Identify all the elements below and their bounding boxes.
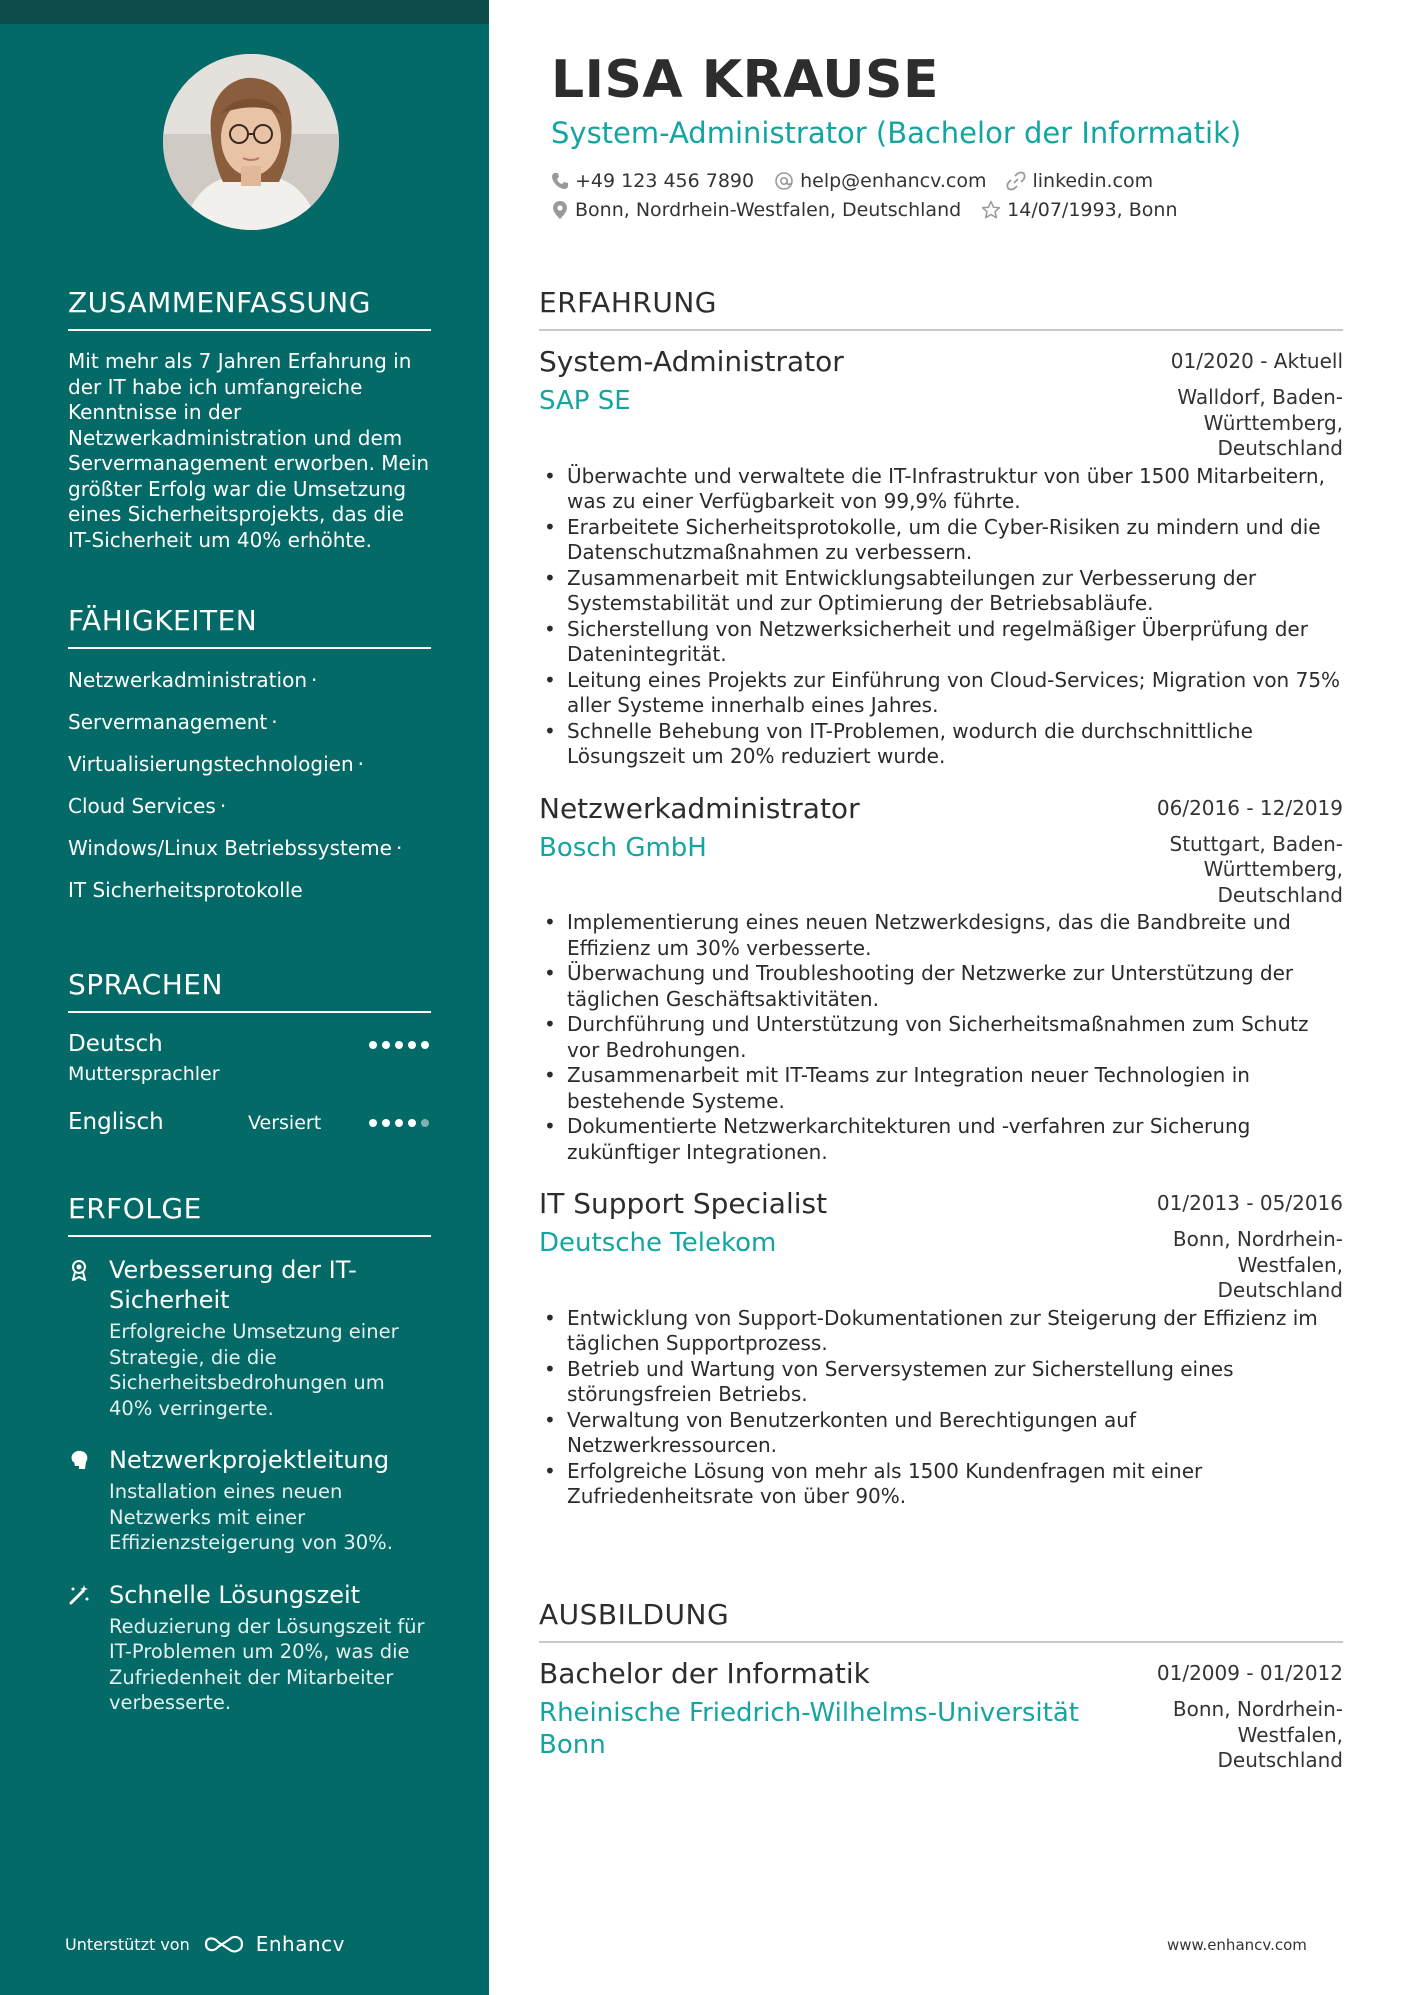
language-row xyxy=(68,1109,431,1179)
job-company: Bosch GmbH xyxy=(539,832,707,863)
phone-icon xyxy=(551,172,569,190)
summary-text: Mit mehr als 7 Jahren Erfahrung in der IT habe ich umfangreiche Kenntnisse in der Netzwerkadministration und dem Servermanagement erworben. Mein größter Erfolg war die Umsetzung eines Sicherheitsprojekts, das die IT-Sicherheit um 40% erhöhte. xyxy=(68,349,430,552)
skill-item: IT Sicherheitsprotokolle xyxy=(68,878,303,902)
powered-by xyxy=(65,1932,345,1956)
rating-dot xyxy=(421,1119,429,1127)
achievement-title: Verbesserung der IT-Sicherheit xyxy=(109,1256,357,1314)
skills-title: FÄHIGKEITEN xyxy=(68,604,431,649)
summary-title: ZUSAMMENFASSUNG xyxy=(68,286,431,331)
skill-item: Virtualisierungstechnologien · xyxy=(68,752,364,776)
job-bullets xyxy=(539,464,1343,770)
job-company: SAP SE xyxy=(539,386,631,416)
link-icon xyxy=(1006,171,1026,191)
achievement-item xyxy=(68,1445,431,1556)
experience-title: ERFAHRUNG xyxy=(539,286,1343,331)
bullet-item: • Zusammenarbeit mit IT-Teams zur Integration neuer Technologien in bestehende Systeme. xyxy=(539,1063,1343,1114)
education-location: Bonn, Nordrhein- Westfalen, Deutschland xyxy=(1172,1697,1343,1772)
avatar xyxy=(163,54,339,230)
bullet-item: • Implementierung eines neuen Netzwerkdesigns, das die Bandbreite und Effizienz um 30% verbesserte. xyxy=(539,910,1343,961)
education-entry xyxy=(539,1657,1343,1774)
rating-dot xyxy=(369,1119,377,1127)
bullet-item: • Schnelle Behebung von IT-Problemen, wodurch die durchschnittliche Lösungszeit um 20% reduziert wurde. xyxy=(539,719,1343,770)
skill-item: Netzwerkadministration · xyxy=(68,668,318,692)
rating-dot xyxy=(395,1119,403,1127)
rating-dot xyxy=(395,1041,403,1049)
linkedin-text: linkedin.com xyxy=(1032,170,1154,192)
bullet-item: • Betrieb und Wartung von Serversystemen zur Sicherstellung eines störungsfreien Betriebs. xyxy=(539,1357,1343,1408)
job-date: 01/2013 - 05/2016 xyxy=(1156,1191,1343,1215)
education-title: AUSBILDUNG xyxy=(539,1598,1343,1643)
award-icon xyxy=(68,1259,90,1281)
language-row xyxy=(68,1031,431,1101)
bullet-item: • Verwaltung von Benutzerkonten und Berechtigungen auf Netzwerkressourcen. xyxy=(539,1408,1343,1459)
footer-url[interactable]: www.enhancv.com xyxy=(1167,1936,1307,1954)
location-text: Bonn, Nordrhein-Westfalen, Deutschland xyxy=(575,199,962,221)
person-name: LISA KRAUSE xyxy=(551,50,939,110)
job-entry xyxy=(539,792,1343,1166)
email-text: help@enhancv.com xyxy=(800,170,987,192)
rating-dot xyxy=(408,1041,416,1049)
skill-item: Servermanagement · xyxy=(68,710,278,734)
achievement-desc: Erfolgreiche Umsetzung einer Strategie, die die Sicherheitsbedrohungen um 40% verringerte. xyxy=(109,1320,399,1420)
bullet-item: • Entwicklung von Support-Dokumentationen zur Steigerung der Effizienz im täglichen Supportprozess. xyxy=(539,1306,1343,1357)
contact-birth xyxy=(981,199,1177,221)
rating-dot xyxy=(421,1041,429,1049)
star-icon xyxy=(981,200,1001,220)
contact-linkedin[interactable] xyxy=(1006,170,1153,192)
person-headline: System-Administrator (Bachelor der Informatik) xyxy=(551,116,1242,150)
sidebar-top-bar xyxy=(0,0,489,24)
language-rating xyxy=(369,1119,429,1127)
job-date: 01/2020 - Aktuell xyxy=(1170,349,1343,373)
bullet-item: • Durchführung und Unterstützung von Sicherheitsmaßnahmen zum Schutz vor Bedrohungen. xyxy=(539,1012,1343,1063)
bullet-item: • Überwachte und verwaltete die IT-Infrastruktur von über 1500 Mitarbeitern, was zu einer Verfügbarkeit von 99,9% führte. xyxy=(539,464,1343,515)
degree-title: Bachelor der Informatik xyxy=(539,1657,870,1690)
magic-wand-icon xyxy=(68,1584,90,1606)
bullet-item: • Sicherstellung von Netzwerksicherheit und regelmäßiger Überprüfung der Datenintegrität. xyxy=(539,617,1343,668)
job-location: Walldorf, Baden- Württemberg, Deutschland xyxy=(1177,385,1343,460)
rating-dot xyxy=(408,1119,416,1127)
language-level: Versiert xyxy=(248,1112,322,1134)
enhancv-logo-icon xyxy=(202,1933,246,1955)
skill-item: Cloud Services · xyxy=(68,794,227,818)
brain-icon xyxy=(68,1449,90,1471)
powered-label: Unterstützt von xyxy=(65,1934,190,1954)
rating-dot xyxy=(369,1041,377,1049)
job-location: Bonn, Nordrhein- Westfalen, Deutschland xyxy=(1172,1227,1343,1302)
birth-text: 14/07/1993, Bonn xyxy=(1007,199,1178,221)
job-bullets xyxy=(539,910,1343,1165)
achievement-item xyxy=(68,1580,431,1716)
job-company: Deutsche Telekom xyxy=(539,1228,777,1258)
languages-section xyxy=(68,968,431,1179)
language-rating xyxy=(369,1041,429,1049)
at-icon xyxy=(774,171,794,191)
bullet-item: • Überwachung und Troubleshooting der Netzwerke zur Unterstützung der täglichen Geschäftsaktivitäten. xyxy=(539,961,1343,1012)
sidebar xyxy=(0,0,489,1995)
bullet-item: • Erarbeitete Sicherheitsprotokolle, um die Cyber-Risiken zu mindern und die Datenschutzmaßnahmen zu verbessern. xyxy=(539,515,1343,566)
contact-info xyxy=(551,170,1178,228)
skill-item: Windows/Linux Betriebssysteme · xyxy=(68,836,403,860)
job-title: Netzwerkadministrator xyxy=(539,791,860,825)
language-name: Englisch xyxy=(68,1109,164,1135)
bullet-item: • Leitung eines Projekts zur Einführung von Cloud-Services; Migration von 75% aller Systeme innerhalb eines Jahres. xyxy=(539,668,1343,719)
enhancv-logo[interactable] xyxy=(202,1932,345,1956)
achievement-desc: Installation eines neuen Netzwerks mit einer Effizienzsteigerung von 30%. xyxy=(109,1480,393,1554)
education-section xyxy=(539,1598,1343,1796)
job-location: Stuttgart, Baden- Württemberg, Deutschland xyxy=(1169,831,1343,907)
contact-location xyxy=(551,199,961,221)
job-entry xyxy=(539,345,1343,770)
achievements-section xyxy=(68,1192,431,1740)
bullet-item: • Zusammenarbeit mit Entwicklungsabteilungen zur Verbesserung der Systemstabilität und zur Optimierung der Betriebsabläufe. xyxy=(539,566,1343,617)
achievement-item xyxy=(68,1255,431,1421)
languages-title: SPRACHEN xyxy=(68,968,431,1013)
location-pin-icon xyxy=(551,200,569,220)
rating-dot xyxy=(382,1041,390,1049)
bullet-item: • Erfolgreiche Lösung von mehr als 1500 Kundenfragen mit einer Zufriedenheitsrate von über 90%. xyxy=(539,1459,1343,1510)
job-bullets xyxy=(539,1306,1343,1510)
achievement-desc: Reduzierung der Lösungszeit für IT-Problemen um 20%, was die Zufriedenheit der Mitarbeiter verbesserte. xyxy=(109,1614,425,1714)
enhancv-brand: Enhancv xyxy=(255,1932,345,1956)
contact-phone[interactable] xyxy=(551,170,754,192)
achievements-title: ERFOLGE xyxy=(68,1192,431,1237)
rating-dot xyxy=(382,1119,390,1127)
job-entry xyxy=(539,1187,1343,1510)
achievement-title: Netzwerkprojektleitung xyxy=(109,1446,390,1474)
experience-section xyxy=(539,286,1343,1532)
phone-text: +49 123 456 7890 xyxy=(575,170,755,192)
education-date: 01/2009 - 01/2012 xyxy=(1156,1661,1343,1685)
school-name: Rheinische Friedrich-Wilhelms-Universität Bonn xyxy=(539,1698,1079,1760)
summary-section xyxy=(68,286,431,553)
language-name: Deutsch xyxy=(68,1031,163,1057)
skills-section xyxy=(68,604,431,919)
job-date: 06/2016 - 12/2019 xyxy=(1156,795,1343,820)
job-title: System-Administrator xyxy=(539,345,844,378)
language-level: Muttersprachler xyxy=(68,1063,220,1085)
job-title: IT Support Specialist xyxy=(539,1187,828,1220)
contact-email[interactable] xyxy=(774,170,986,192)
achievement-title: Schnelle Lösungszeit xyxy=(109,1580,361,1609)
bullet-item: • Dokumentierte Netzwerkarchitekturen und -verfahren zur Sicherung zukünftiger Integrationen. xyxy=(539,1114,1343,1165)
